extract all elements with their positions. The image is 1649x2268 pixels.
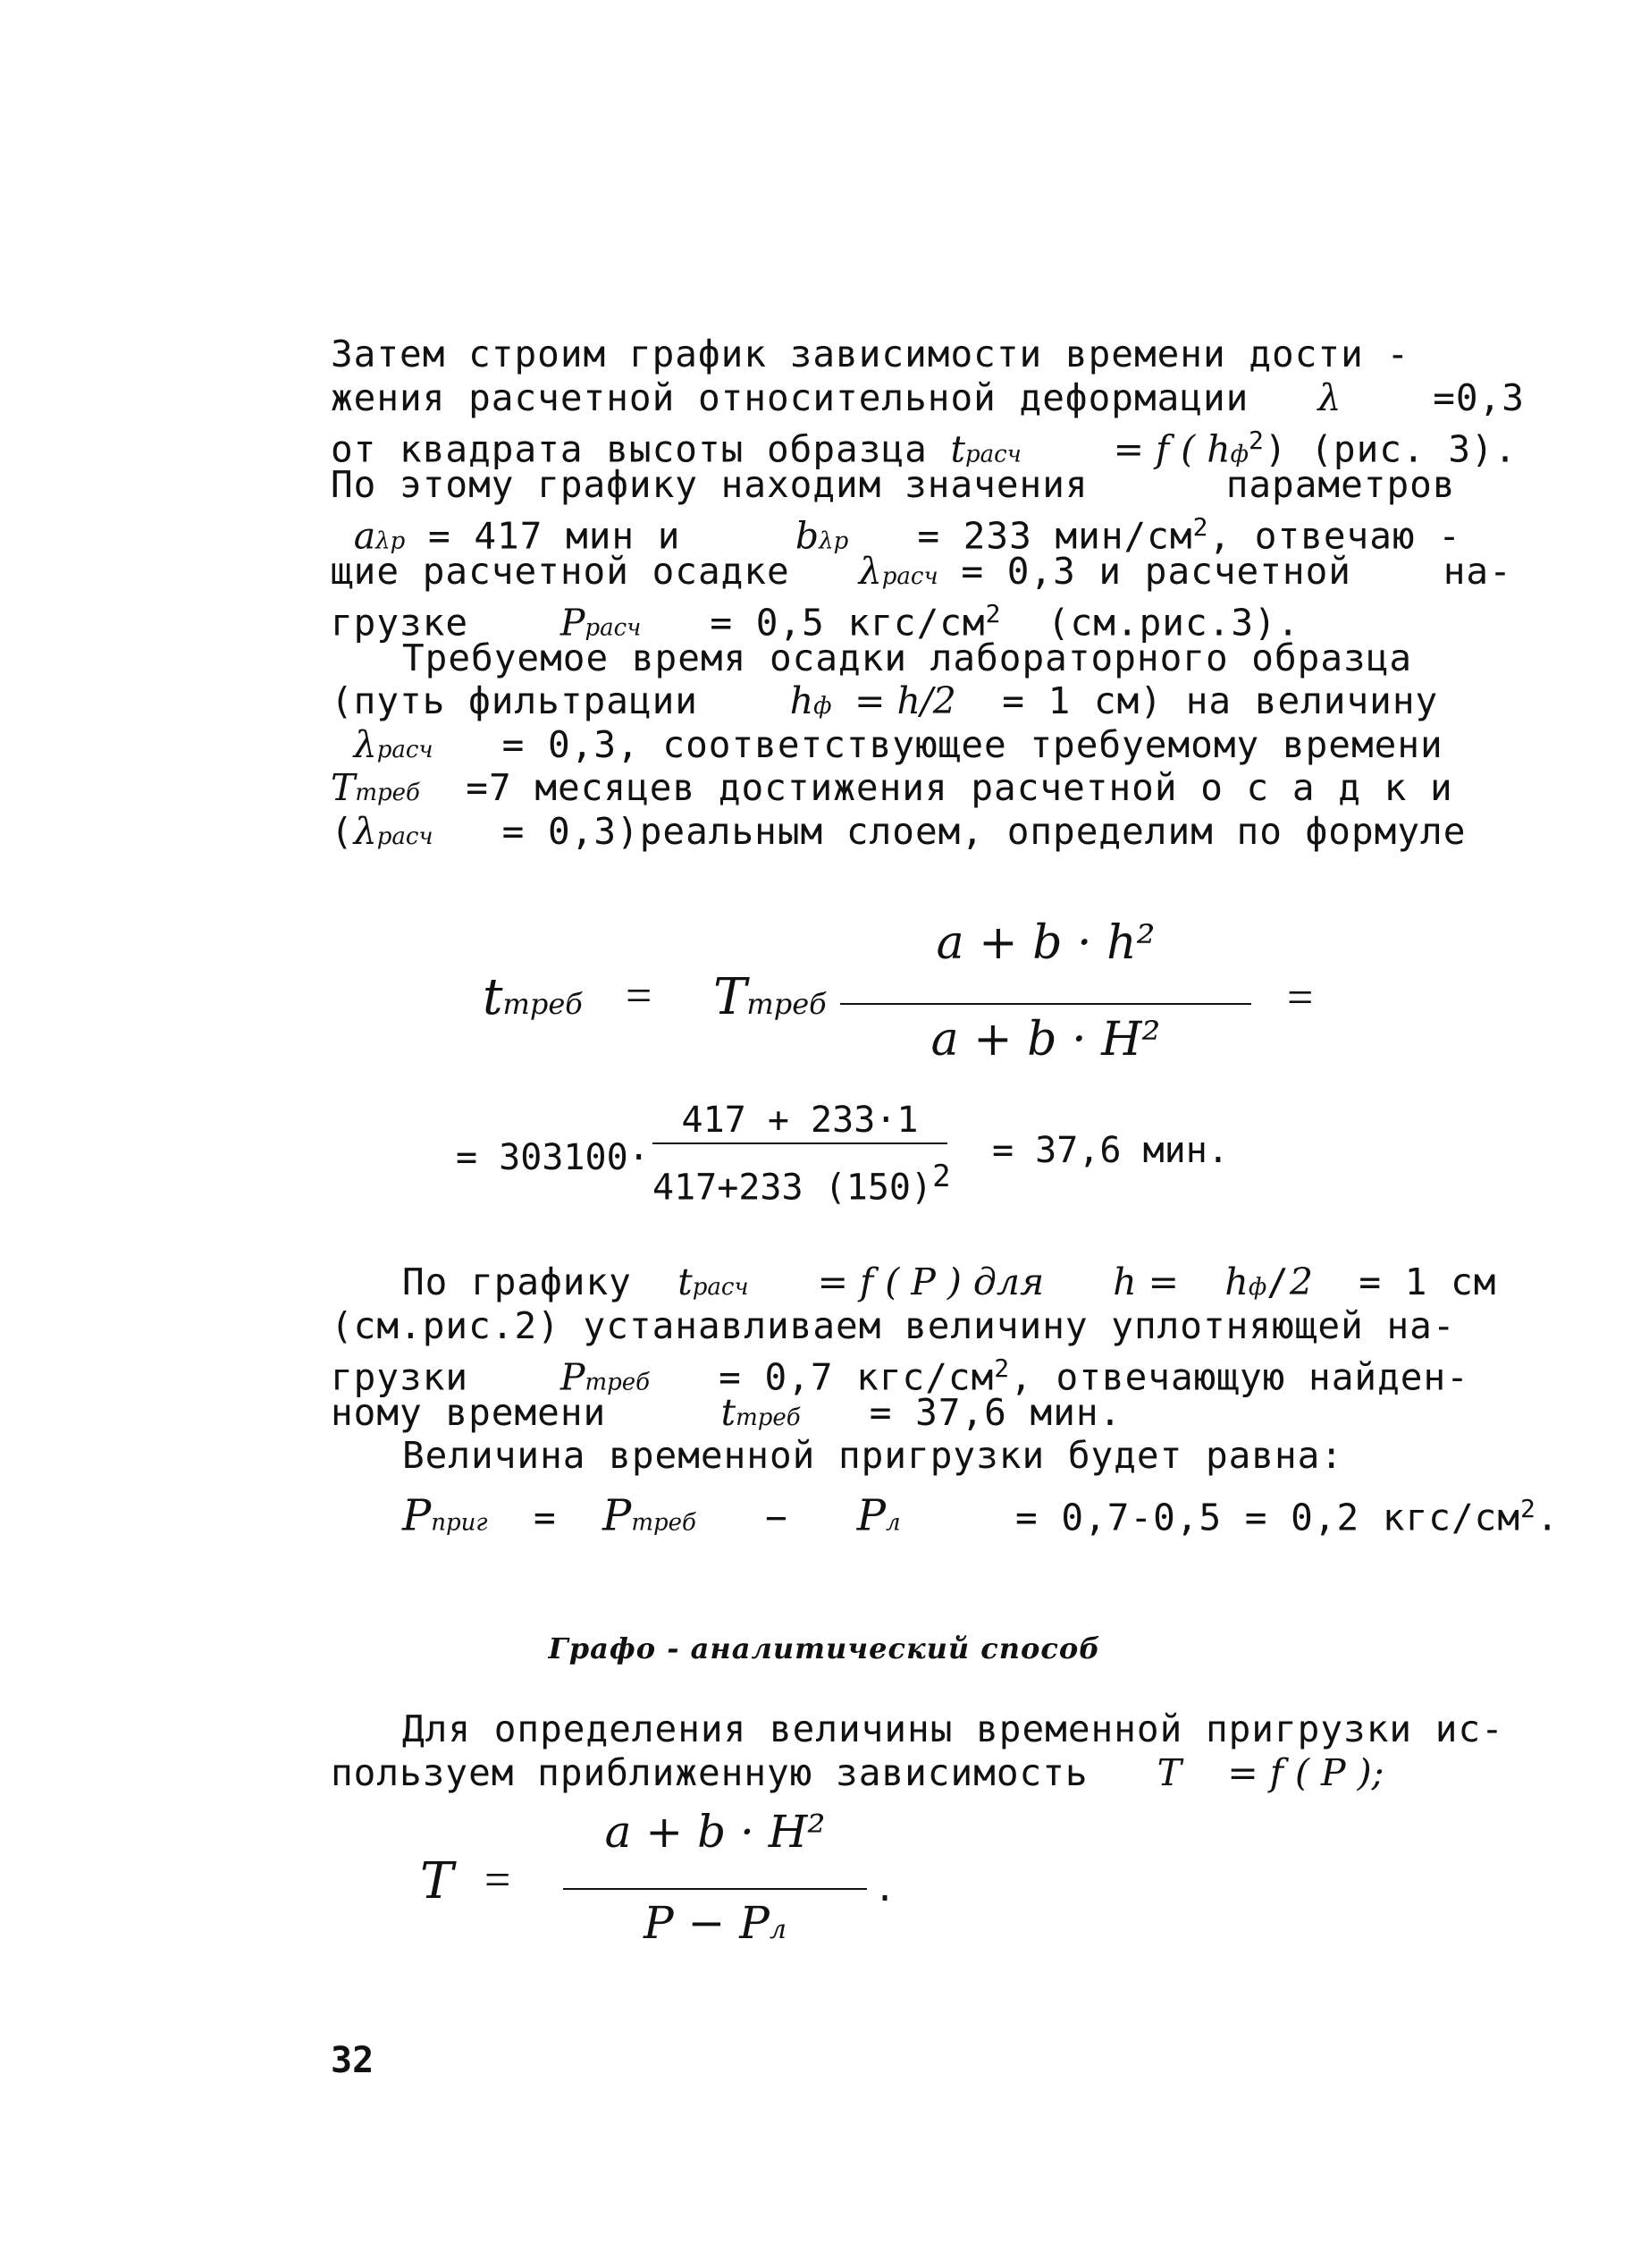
h-frac-subscript: ф [1248, 1274, 1267, 1301]
a-value: = 417 мин и [427, 514, 681, 558]
p-prig-subscript: приг [431, 1509, 488, 1537]
formula-lhs [483, 968, 583, 1026]
h-subscript: ф [1230, 441, 1249, 468]
line-text: жения расчетной относительной деформации [331, 375, 1249, 419]
unit-superscript: 2 [1192, 512, 1209, 542]
b-value: = 233 мин/см [917, 514, 1193, 558]
denominator-subscript: л [769, 1914, 787, 1945]
fraction-bar [563, 1888, 867, 1890]
text-line [331, 463, 1493, 507]
line-text: = 1 см) на величину [1002, 679, 1439, 722]
t-treb-subscript: треб [355, 780, 420, 806]
paragraph-1 [331, 333, 1525, 853]
line-text: , отвечающую найден- [1010, 1355, 1469, 1399]
fraction-denominator [554, 1897, 876, 1949]
p-treb-subscript: треб [585, 1369, 651, 1396]
t-rasch-subscript: расч [692, 1274, 749, 1301]
text-line [331, 506, 1493, 558]
t-rasch-subscript: расч [964, 441, 1022, 468]
h-superscript: 2 [1249, 426, 1265, 455]
formula-numeric [456, 1100, 1260, 1225]
h-phi-symbol: h [789, 679, 814, 722]
text-line [331, 810, 1493, 854]
equals-sign: = [626, 971, 652, 1022]
text-line [331, 766, 1493, 810]
p-treb-symbol: P [559, 1355, 585, 1399]
line-text: ) (рис. 3). [1264, 427, 1518, 471]
section-heading: Графо - аналитический способ [548, 1631, 1101, 1665]
fraction-denominator: a + b · H² [930, 1013, 1161, 1067]
T-symbol: T [713, 968, 747, 1026]
t-treb-symbol: t [720, 1390, 736, 1434]
equals-sign: = [1287, 973, 1314, 1024]
p-rasch-value: = 0,5 кгс/см [710, 601, 986, 645]
p-treb-value: = 0,7 кгс/см [719, 1355, 995, 1399]
p-treb-subscript: треб [631, 1509, 696, 1537]
formula-T-approx [420, 1806, 956, 1949]
a-symbol: a [353, 514, 376, 558]
fraction-bar [840, 1003, 1251, 1005]
b-subscript: λp [819, 527, 849, 555]
line-text: По графику [402, 1260, 632, 1303]
line-text: Требуемое время осадки лабораторного образца [402, 636, 1413, 679]
equals-sign: = [484, 1855, 511, 1906]
p-treb-symbol: P [602, 1490, 632, 1541]
page-number: 32 [331, 2040, 374, 2081]
line-text: щие расчетной осадке [331, 549, 790, 593]
line-text: на- [1443, 549, 1512, 593]
text-line: По графику tрасч = f ( P ) для h = hф/2 = 1 см [402, 1260, 1497, 1303]
unit-superscript: 2 [994, 1353, 1011, 1383]
fraction-numerator: 417 + 233·1 [681, 1100, 919, 1141]
T-symbol: T [1157, 1750, 1182, 1794]
line-text: грузки [331, 1355, 469, 1399]
h-frac-numerator: h [1224, 1260, 1249, 1303]
line-text: (см.рис.3). [1047, 601, 1300, 645]
text-line [331, 679, 1493, 723]
T-subscript: треб [746, 987, 827, 1021]
denominator-superscript: 2 [932, 1159, 951, 1194]
fraction-bar [652, 1142, 947, 1144]
line-text: параметров [1225, 462, 1456, 506]
h-symbol: h = [1113, 1260, 1180, 1303]
lambda-subscript: расч [376, 736, 433, 763]
p-l-subscript: л [885, 1509, 901, 1537]
h-phi-value: = h/2 [854, 679, 956, 722]
lambda-symbol: λ [1317, 375, 1342, 419]
lambda-rasch-subscript: расч [881, 562, 938, 590]
t-subscript: треб [502, 987, 583, 1021]
text-line [331, 1707, 1504, 1751]
line-text: = 0,3, соответствующее требуемому времени [501, 722, 1443, 766]
p-rasch-symbol: P [559, 601, 585, 645]
lambda-symbol: λ [353, 809, 377, 853]
text-line [331, 1434, 1493, 1478]
line-text: По этому графику находим значения [331, 462, 1089, 506]
line-text: , отвечаю - [1208, 514, 1461, 558]
p-rasch-subscript: расч [585, 614, 642, 642]
denominator-text: P − P [643, 1897, 770, 1949]
line-text: Затем строим график зависимости времени дости - [331, 333, 1410, 375]
function-p: = f ( P ) для [817, 1260, 1045, 1303]
text-line [331, 1347, 1493, 1399]
period: . [1535, 1496, 1560, 1539]
t-treb-subscript: треб [736, 1404, 801, 1431]
p-l-symbol: P [856, 1490, 886, 1541]
text-line [331, 419, 1518, 471]
b-symbol: b [795, 514, 820, 558]
line-text: Для определения величины временной пригрузки ис- [402, 1707, 1504, 1750]
function-p: = f ( P ); [1227, 1750, 1384, 1794]
a-subscript: λp [375, 527, 406, 555]
h-frac-denominator: 2 [1289, 1260, 1313, 1303]
p-prig-symbol: P [402, 1490, 432, 1541]
text-line [331, 1304, 1493, 1348]
fraction-numerator: a + b · h² [936, 916, 1156, 970]
line-text: от квадрата высоты образца [331, 427, 928, 471]
line-text: ному времени [331, 1390, 607, 1434]
formula-result: = 37,6 мин. [992, 1130, 1229, 1171]
unit-superscript: 2 [985, 599, 1002, 628]
formula-prefix: = 303100· [456, 1137, 650, 1178]
line-text: (см.рис.2) устанавливаем величину уплотняющей на- [331, 1303, 1456, 1347]
function-h: = f ( h [1113, 427, 1231, 471]
line-text: грузке [331, 601, 469, 645]
paren: ( [331, 809, 354, 853]
line-text: = 0,3 и расчетной [961, 549, 1351, 593]
formula-T [713, 968, 827, 1026]
h-phi-subscript: ф [813, 693, 832, 720]
line-text: пользуем приближенную зависимость [331, 1750, 1089, 1794]
period: . [874, 1868, 896, 1910]
formula-t-treb [483, 916, 1332, 1077]
t-treb-symbol: T [331, 766, 356, 809]
text-line [331, 375, 1525, 420]
paragraph-4 [331, 1707, 1504, 1794]
line-text: =7 месяцев достижения расчетной о с а д к и [466, 766, 1453, 809]
lambda-symbol: λ [353, 722, 377, 766]
line-text: = 1 см [1359, 1260, 1497, 1303]
paragraph-3 [331, 1260, 1560, 1541]
text-line [331, 549, 1512, 594]
line-text: = 0,3)реальным слоем, определим по формуле [501, 809, 1467, 853]
equals-sign: = [533, 1496, 557, 1539]
t-rasch-symbol: t [677, 1260, 693, 1303]
fraction-numerator: a + b · H² [604, 1806, 826, 1858]
lambda-rasch-symbol: λ [858, 549, 882, 593]
formula-result: = 0,7-0,5 = 0,2 кгс/см [1014, 1496, 1521, 1539]
minus-sign: − [764, 1496, 788, 1539]
line-text: (путь фильтрации [331, 679, 698, 722]
unit-superscript: 2 [1520, 1493, 1536, 1523]
T-symbol: T [420, 1852, 454, 1910]
line-text: Величина временной пригрузки будет равна: [402, 1434, 1344, 1477]
text-line [331, 593, 1493, 645]
text-line [331, 637, 1493, 680]
line-text: = 37,6 мин. [869, 1390, 1123, 1434]
denominator-text: 417+233 (150) [652, 1167, 933, 1209]
text-line [331, 333, 1493, 376]
text-line [331, 723, 1493, 767]
t-rasch-symbol: t [950, 427, 965, 471]
fraction-denominator [652, 1159, 983, 1208]
formula-p-prig [331, 1478, 1560, 1541]
text-line [331, 1751, 1493, 1795]
lambda-subscript: расч [376, 822, 433, 850]
t-symbol: t [483, 968, 503, 1026]
lambda-value: =0,3 [1433, 375, 1525, 419]
